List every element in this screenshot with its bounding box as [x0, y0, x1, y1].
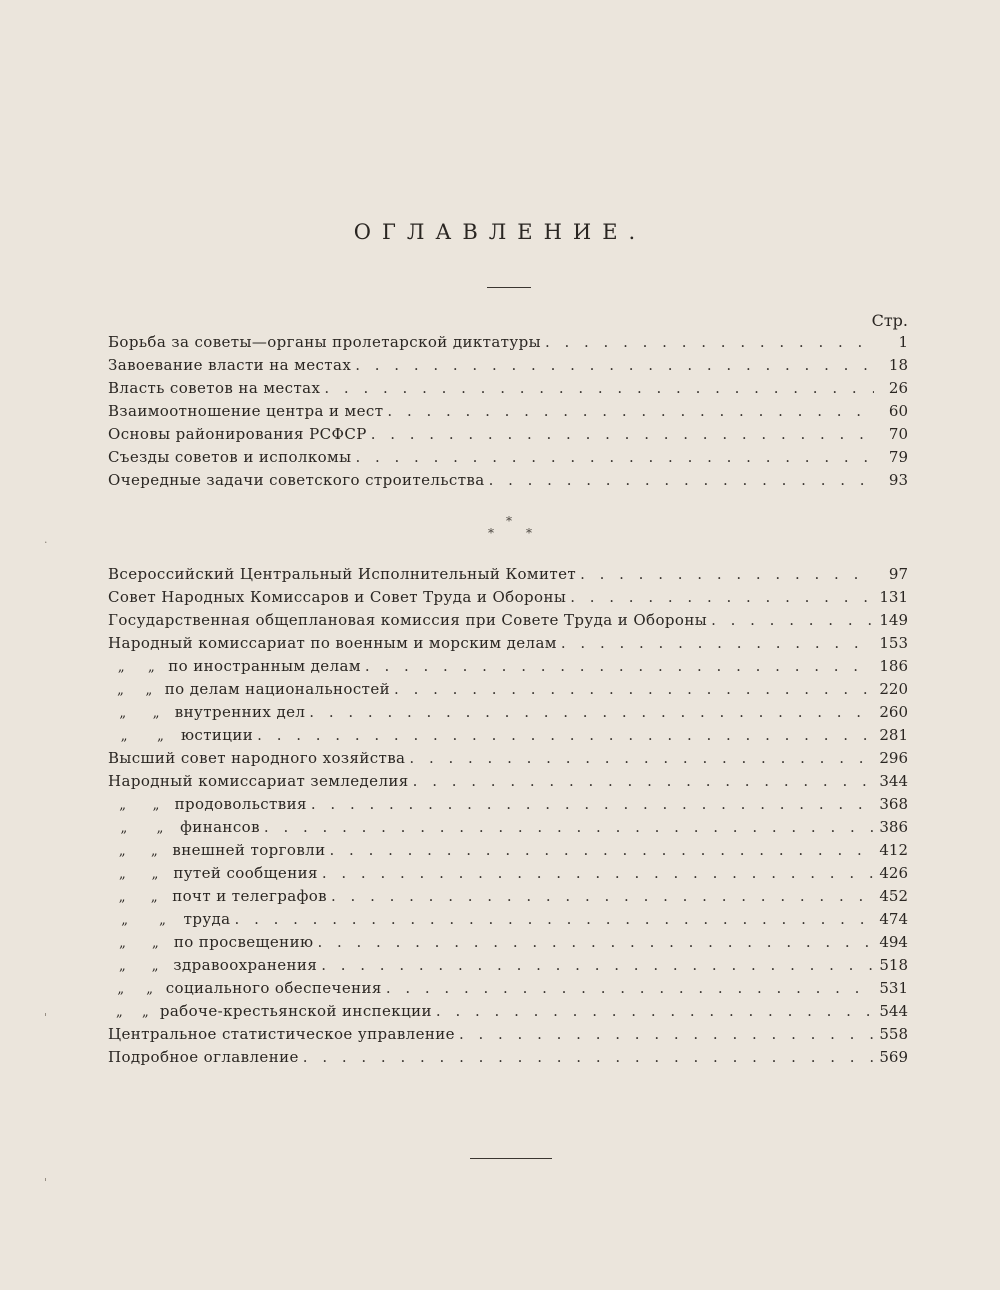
ditto-mark: „ — [119, 867, 126, 882]
toc-entry — [108, 885, 908, 908]
toc-entry-title: почт и телеграфов — [172, 887, 327, 905]
dot-leader — [313, 931, 874, 954]
dot-leader — [432, 1000, 874, 1023]
toc-entry — [108, 839, 908, 862]
toc-entry-title: Высший совет народного хозяйства — [108, 749, 406, 767]
toc-entry-page: 412 — [879, 841, 908, 859]
toc-entry-title: продовольствия — [174, 795, 307, 813]
margin-tick: · — [44, 536, 48, 549]
toc-entry — [108, 609, 908, 632]
dot-leader — [390, 678, 874, 701]
dot-leader — [318, 862, 874, 885]
separator-star: * — [488, 526, 494, 540]
toc-entry-page: 149 — [879, 611, 908, 629]
toc-entry-title: Народный комиссариат по военным и морским делам — [108, 634, 557, 652]
ditto-mark: „ — [150, 890, 158, 905]
ditto-mark: „ — [118, 890, 126, 905]
ditto-mark: „ — [151, 844, 158, 859]
dot-leader — [253, 724, 874, 747]
ditto-mark: „ — [141, 1005, 149, 1020]
ditto-mark: „ — [119, 959, 126, 974]
toc-entry — [108, 770, 908, 793]
toc-entry-title: юстиции — [180, 726, 254, 744]
toc-entry-page: 131 — [879, 588, 908, 606]
dot-leader — [485, 469, 874, 492]
toc-entry — [108, 655, 908, 678]
toc-entry — [108, 586, 908, 609]
toc-section-two — [108, 563, 908, 1069]
dot-leader — [576, 563, 874, 586]
toc-entry-title: рабоче-крестьянской инспекции — [159, 1002, 432, 1020]
toc-entry-page: 260 — [879, 703, 908, 721]
ditto-mark: „ — [151, 867, 159, 882]
toc-entry — [108, 747, 908, 770]
toc-entry-page: 70 — [888, 425, 908, 443]
ditto-mark: „ — [121, 913, 129, 928]
toc-entry — [108, 1023, 908, 1046]
toc-entry-title: Подробное оглавление — [108, 1048, 299, 1066]
ditto-mark: „ — [117, 982, 125, 997]
dot-leader — [320, 377, 874, 400]
ditto-mark: „ — [117, 660, 125, 675]
dot-leader — [409, 770, 874, 793]
toc-entry-title: труда — [183, 910, 231, 928]
toc-entry-title: Завоевание власти на местах — [108, 356, 352, 374]
separator-star: * — [506, 514, 512, 528]
ditto-mark: „ — [117, 683, 124, 698]
toc-entry-page: 26 — [888, 379, 908, 397]
toc-section-one — [108, 331, 908, 492]
toc-entry-page: 386 — [879, 818, 908, 836]
toc-entry-page: 558 — [879, 1025, 908, 1043]
toc-entry-title: по иностранным делам — [168, 657, 361, 675]
toc-entry — [108, 400, 908, 423]
toc-entry-title: Борьба за советы—органы пролетарской диктатуры — [108, 333, 541, 351]
closing-rule — [470, 1158, 552, 1159]
ditto-mark: „ — [119, 706, 127, 721]
dot-leader — [326, 839, 875, 862]
ditto-mark: „ — [119, 936, 126, 951]
toc-entry — [108, 931, 908, 954]
dot-leader — [305, 701, 874, 724]
toc-entry-page: 494 — [879, 933, 908, 951]
ditto-mark: „ — [118, 844, 126, 859]
toc-entry — [108, 908, 908, 931]
toc-entry — [108, 1000, 908, 1023]
toc-entry — [108, 1046, 908, 1069]
page-title: ОГЛАВЛЕНИЕ. — [353, 220, 647, 244]
toc-entry-title: по просвещению — [173, 933, 314, 951]
toc-entry-title: внутренних дел — [174, 703, 306, 721]
toc-entry — [108, 977, 908, 1000]
toc-entry-page: 531 — [879, 979, 908, 997]
toc-entry — [108, 678, 908, 701]
toc-entry-title: финансов — [180, 818, 260, 836]
toc-entry-title: Совет Народных Комиссаров и Совет Труда и Обороны — [108, 588, 567, 606]
toc-entry-page: 97 — [888, 565, 908, 583]
ditto-mark: „ — [145, 683, 153, 698]
toc-entry — [108, 377, 908, 400]
toc-entry-title: Основы районирования РСФСР — [108, 425, 367, 443]
toc-entry-title: Съезды советов и исполкомы — [108, 448, 352, 466]
toc-entry-page: 569 — [879, 1048, 908, 1066]
toc-entry-title: Центральное статистическое управление — [108, 1025, 455, 1043]
toc-entry-page: 1 — [898, 333, 908, 351]
toc-entry-page: 153 — [879, 634, 908, 652]
toc-entry-title: Очередные задачи советского строительства — [108, 471, 485, 489]
dot-leader — [317, 954, 874, 977]
toc-entry-page: 452 — [879, 887, 908, 905]
toc-entry-page: 79 — [888, 448, 908, 466]
ditto-mark: „ — [146, 982, 153, 997]
dot-leader — [260, 816, 874, 839]
toc-entry-page: 93 — [888, 471, 908, 489]
toc-entry — [108, 632, 908, 655]
dot-leader — [541, 331, 874, 354]
toc-entry-page: 186 — [879, 657, 908, 675]
toc-entry — [108, 793, 908, 816]
dot-leader — [557, 632, 874, 655]
toc-entry-page: 18 — [888, 356, 908, 374]
toc-entry-page: 368 — [879, 795, 908, 813]
ditto-mark: „ — [157, 729, 164, 744]
margin-tick: ' — [44, 1176, 48, 1189]
ditto-mark: „ — [159, 913, 166, 928]
toc-entry — [108, 469, 908, 492]
toc-entry-page: 296 — [879, 749, 908, 767]
dot-leader — [231, 908, 874, 931]
ditto-mark: „ — [152, 798, 160, 813]
dot-leader — [307, 793, 874, 816]
toc-entry-title: Народный комиссариат земледелия — [108, 772, 409, 790]
toc-entry-title: внешней торговли — [172, 841, 326, 859]
toc-entry — [108, 954, 908, 977]
toc-entry — [108, 724, 908, 747]
toc-entry — [108, 354, 908, 377]
ditto-mark: „ — [156, 821, 164, 836]
dot-leader — [367, 423, 874, 446]
toc-entry-page: 344 — [879, 772, 908, 790]
ditto-mark: „ — [116, 1005, 123, 1020]
toc-entry-title: по делам национальностей — [164, 680, 391, 698]
ditto-mark: „ — [152, 706, 160, 721]
section-separator — [480, 514, 550, 544]
dot-leader — [327, 885, 874, 908]
toc-entry-page: 474 — [879, 910, 908, 928]
dot-leader — [566, 586, 874, 609]
ditto-mark: „ — [119, 798, 127, 813]
ditto-mark: „ — [120, 821, 128, 836]
toc-entry — [108, 331, 908, 354]
toc-entry-title: путей сообщения — [173, 864, 318, 882]
toc-entry-title: Всероссийский Центральный Исполнительный Комитет — [108, 565, 577, 583]
dot-leader — [351, 354, 874, 377]
dot-leader — [299, 1046, 874, 1069]
toc-entry-page: 60 — [888, 402, 908, 420]
ditto-mark: „ — [152, 936, 159, 951]
toc-entry-page: 281 — [879, 726, 908, 744]
ditto-mark: „ — [120, 729, 128, 744]
toc-entry-title: социального обеспечения — [165, 979, 382, 997]
dot-leader — [405, 747, 874, 770]
toc-entry — [108, 446, 908, 469]
toc-entry-page: 426 — [879, 864, 908, 882]
toc-entry — [108, 701, 908, 724]
ditto-mark: „ — [151, 959, 159, 974]
toc-entry-title: Взаимоотношение центра и мест — [108, 402, 384, 420]
dot-leader — [707, 609, 874, 632]
toc-entry-page: 544 — [879, 1002, 908, 1020]
page-column-label: Стр. — [871, 311, 908, 330]
toc-entry — [108, 816, 908, 839]
dot-leader — [383, 400, 874, 423]
toc-entry-title: Власть советов на местах — [108, 379, 321, 397]
dot-leader — [351, 446, 874, 469]
toc-entry-page: 220 — [879, 680, 908, 698]
toc-entry-title: Государственная общеплановая комиссия при Совете Труда и Обороны — [108, 611, 708, 629]
toc-entry — [108, 862, 908, 885]
dot-leader — [382, 977, 874, 1000]
ditto-mark: „ — [148, 660, 155, 675]
separator-star: * — [526, 526, 532, 540]
margin-tick: ' — [44, 1011, 48, 1024]
toc-entry-page: 518 — [879, 956, 908, 974]
dot-leader — [455, 1023, 874, 1046]
toc-entry — [108, 563, 908, 586]
toc-entry — [108, 423, 908, 446]
title-rule — [487, 287, 531, 288]
dot-leader — [361, 655, 874, 678]
toc-entry-title: здравоохранения — [173, 956, 318, 974]
